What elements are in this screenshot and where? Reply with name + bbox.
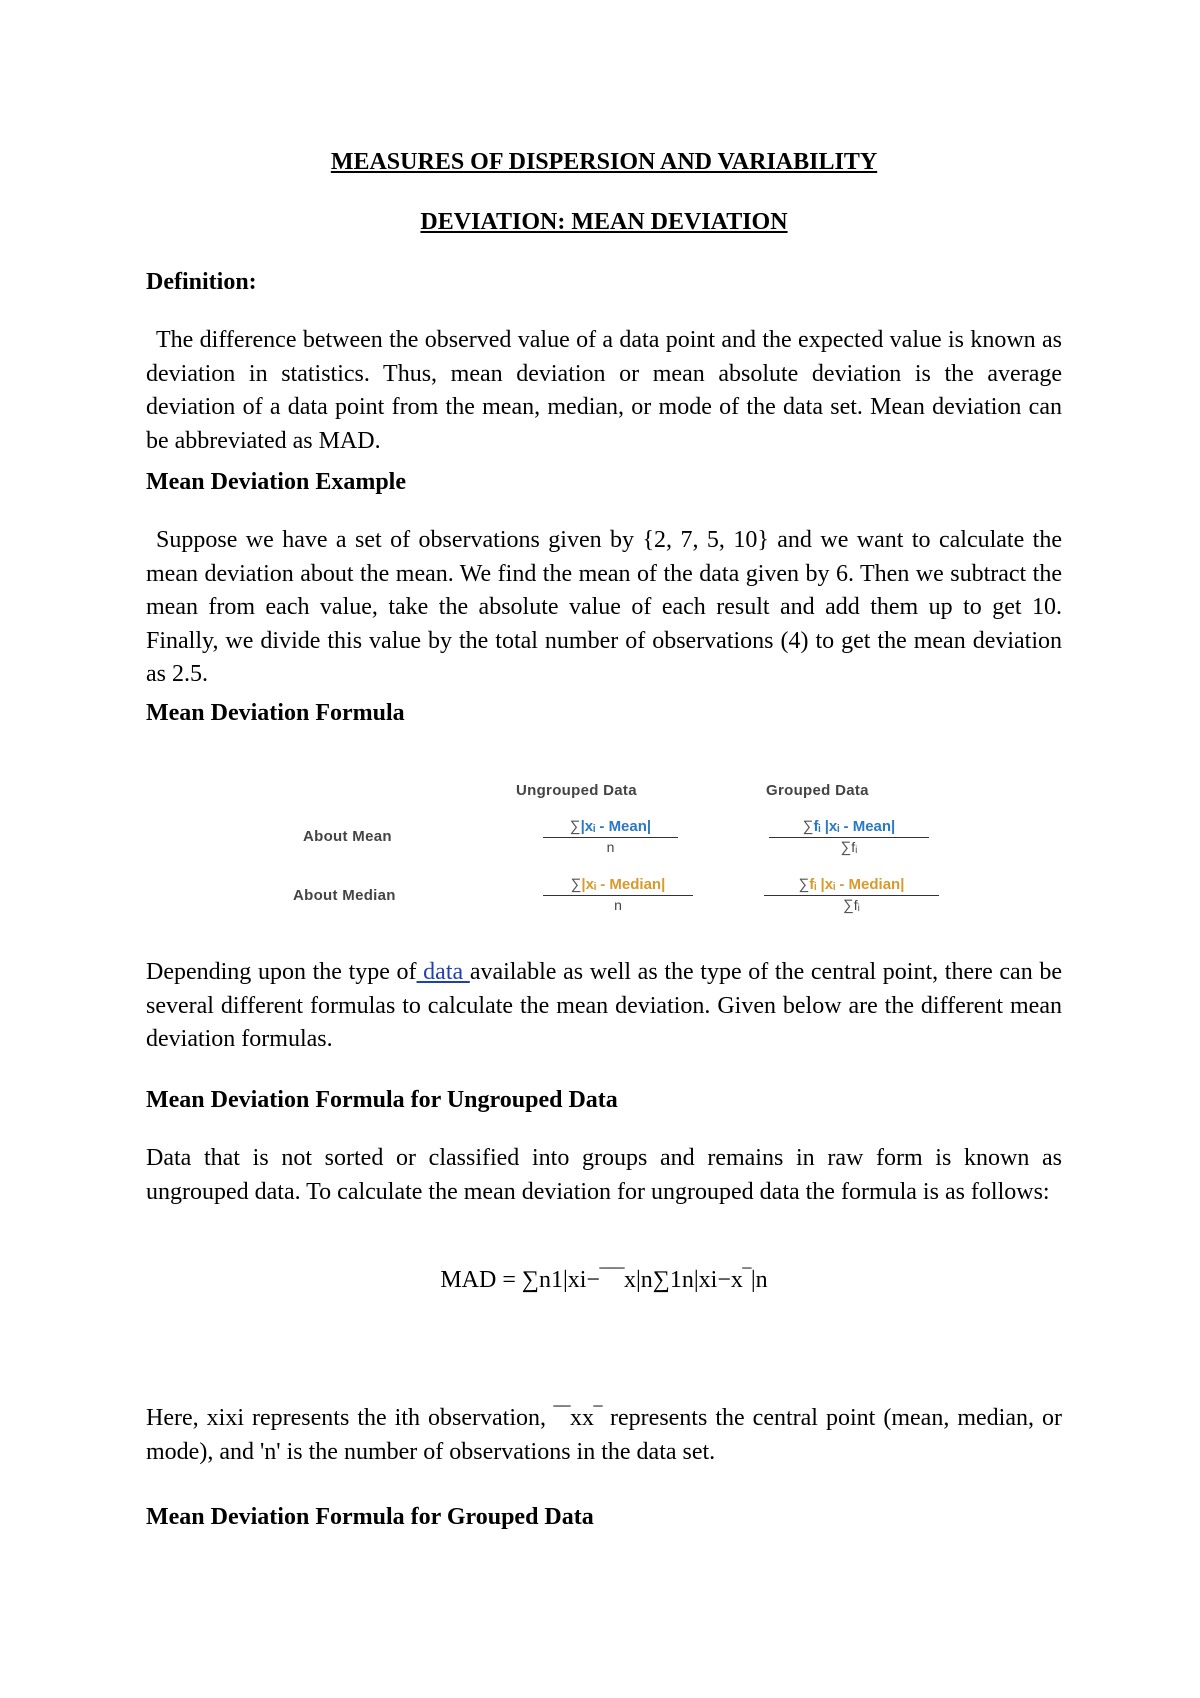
formula-mean-grouped: ∑fᵢ |xᵢ - Mean| ∑fᵢ (769, 818, 929, 856)
ungrouped-explanation: Here, xixi represents the ith observation, ‾‾xx‾ represents the central point (mean, median, or mode), and 'n' is the number of observations in the data set. (146, 1405, 1062, 1465)
sigma-icon: ∑ (570, 876, 582, 893)
sigma-icon: ∑ (843, 897, 854, 914)
row-header-about-median: About Median (293, 887, 396, 904)
data-link[interactable]: data (416, 959, 470, 985)
sigma-icon: ∑ (569, 818, 581, 835)
formula-heading: Mean Deviation Formula (146, 700, 405, 726)
sigma-icon: ∑ (802, 818, 814, 835)
formula-median-grouped: ∑fᵢ |xᵢ - Median| ∑fᵢ (764, 876, 939, 914)
formula-text-after-link: available as well as the type of the central point, there can be several different formulas to calculate the mean deviation. Given below are the different mean deviation formulas. (146, 959, 1062, 1052)
formula-median-ungrouped: ∑|xᵢ - Median| n (543, 876, 693, 913)
grouped-heading: Mean Deviation Formula for Grouped Data (146, 1504, 594, 1530)
ungrouped-paragraph: Data that is not sorted or classified into groups and remains in raw form is known as ungrouped data. To calculate the mean deviation for ungrouped data the formula is as follows: (146, 1145, 1062, 1205)
sigma-icon: ∑ (798, 876, 810, 893)
sigma-icon: ∑ (840, 839, 852, 856)
formula-text-before-link: Depending upon the type of (146, 959, 417, 985)
ungrouped-heading: Mean Deviation Formula for Ungrouped Data (146, 1087, 618, 1113)
col-header-grouped: Grouped Data (766, 782, 869, 799)
mad-formula: MAD = ∑n1|xi−‾‾‾x|n∑1n|xi−x‾|n (440, 1267, 768, 1293)
example-paragraph: Suppose we have a set of observations given by {2, 7, 5, 10} and we want to calculate the mean deviation about the mean. We find the mean of the data given by 6. Then we subtract the mean from each value, take the absolute value of each result and add them up to get 10. Finally, we divide this value by the total number of observations (4) to get the mean deviation as 2.5. (146, 527, 1062, 687)
document-title: MEASURES OF DISPERSION AND VARIABILITY (330, 149, 878, 175)
formula-paragraph (146, 956, 1062, 1057)
col-header-ungrouped: Ungrouped Data (516, 782, 637, 799)
formula-table-image (146, 782, 1062, 942)
example-heading: Mean Deviation Example (146, 469, 406, 495)
definition-paragraph: The difference between the observed value of a data point and the expected value is known as deviation in statistics. Thus, mean deviation or mean absolute deviation is the average deviation of a data point from the mean, median, or mode of the data set. Mean deviation can be abbreviated as MAD. (146, 327, 1062, 454)
formula-mean-ungrouped: ∑|xᵢ - Mean| n (543, 818, 678, 855)
document-subtitle: DEVIATION: MEAN DEVIATION (420, 209, 788, 235)
definition-heading: Definition: (146, 269, 257, 295)
row-header-about-mean: About Mean (303, 828, 392, 845)
